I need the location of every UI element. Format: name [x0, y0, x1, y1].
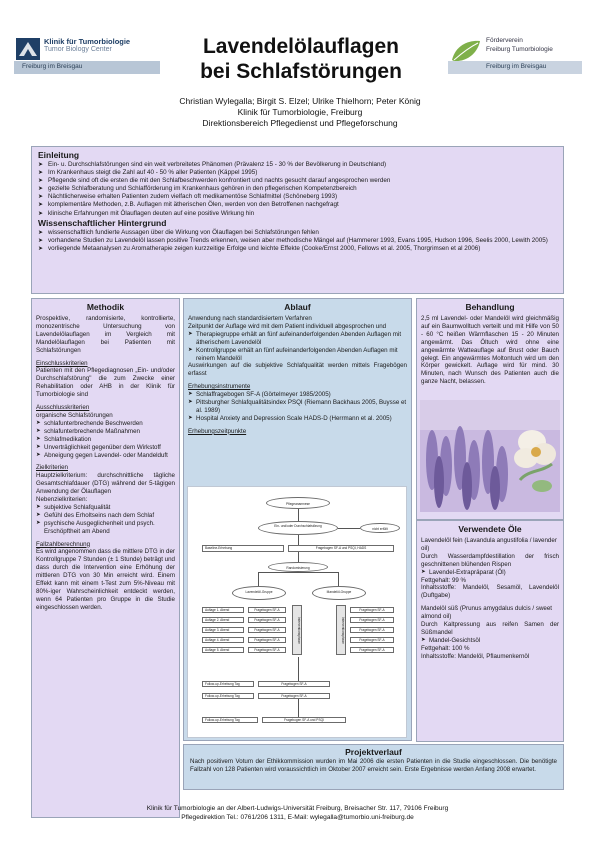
flow-day-2: Auflage 2. Abend [202, 617, 244, 623]
list-item: ➤ subjektive Schlafqualität [36, 504, 175, 512]
flow-followup-2-questionnaire: Fragebogen SF-A [258, 693, 330, 699]
list-item: ➤ Unverträglichkeit gegenüber dem Wirkstoff [36, 444, 175, 452]
flow-day-questionnaire: Fragebogen SF-A [350, 607, 394, 613]
list-item: ➤ vorhandene Studien zu Lavendelöl lassen positive Trends erkennen, weisen aber methodische Mängel auf (Hammerer 1993, Evans 1995, Hudson 1996, Seelis 2000, Lewith 2005) [38, 237, 557, 245]
projekt-text: Nach positivem Votum der Ethikkommission wurden im Mai 2006 die ersten Patienten in die Studie eingeschlossen. Die benötigte Fallzahl von 128 Patienten wird voraussichtlich im Oktober 2007 erreicht sein. Erste Ergebnisse werden Anfang 2008 erwartet. [190, 758, 557, 773]
list-item: ➤ psychische Ausgeglichenheit und psych. Erschöpftheit am Abend [36, 520, 175, 536]
lavender-oil-name: Lavendelöl fein (Lavandula angustifolia / lavender oil) [421, 537, 557, 552]
flow-baseline-label: Baseline-Erhebung [202, 545, 284, 552]
flow-screening: Ein- und/oder Durchschlafstörung [258, 521, 338, 535]
secondary-heading: Nebenzielkriterien: [36, 496, 88, 504]
flow-day-questionnaire: Fragebogen SF-A [350, 647, 394, 653]
background-heading: Wissenschaftlicher Hintergrund [38, 217, 167, 228]
department: Direktionsbereich Pflegedienst und Pflegeforschung [202, 118, 398, 128]
flow-day-questionnaire: Fragebogen SF-A [248, 647, 286, 653]
lavender-oil-fat: Fettgehalt: 99 % [421, 576, 467, 584]
flow-day-4: Auflage 4. Abend [202, 637, 244, 643]
list-item: ➤ Pflegende sind oft die ersten die mit den Schlafbeschwerden konfrontiert und nachts gesucht darauf angesprochen werden [38, 177, 557, 185]
flow-almond-group: Mandelöl-Gruppe [312, 586, 366, 600]
list-item: ➤ Abneigung gegen Lavendel- oder Mandelduft [36, 452, 175, 460]
instruments-list [188, 391, 407, 423]
flow-day-questionnaire: Fragebogen SF-A [248, 617, 286, 623]
exclusion-list [36, 420, 175, 460]
oele-box [416, 520, 564, 742]
flow-day-3: Auflage 3. Abend [202, 627, 244, 633]
instruments-heading: Erhebungsinstrumente [188, 383, 251, 391]
methodik-box [31, 298, 180, 818]
list-item: ➤ komplementäre Methoden, z.B. Auflagen mit ätherischen Ölen, werden von den Betroffenen nachgefragt [38, 201, 557, 209]
almond-oil-list [421, 637, 559, 645]
footer-contact: Pflegedirektion Tel.: 0761/206 1311, E-Mail: wylegalla@tumorbio.uni-freiburg.de [181, 814, 414, 821]
ablauf-p1: Anwendung nach standardisiertem Verfahren [188, 315, 312, 322]
flow-anamnesis: Pflegeanamnese [266, 497, 330, 509]
list-item: ➤ vorliegende Metaanalysen zu Aromatherapie zeigen kurzzeitige Erfolge und leichte Effekte (Cooke/Ernst 2000, Fellows et al. 2005, Thorgrimsen et al 2006) [38, 245, 557, 253]
flow-day-questionnaire: Fragebogen SF-A [248, 627, 286, 633]
list-item: ➤ Mandel-Gesichtsöl [421, 637, 559, 645]
author-block [120, 96, 480, 129]
flow-followup-2-label: Follow-up-Erhebung Tag [202, 693, 254, 699]
background-list [38, 229, 557, 253]
ablauf-heading: Ablauf [284, 302, 311, 312]
flow-phase-right: Interventionsphase [336, 605, 346, 655]
foerderverein-bar [448, 61, 582, 74]
target-text: Hauptzielkriterium: durchschnittliche tägliche Gesamtschlafdauer (DTG) während der 5-tägigen Anwendung der Ölauflagen [36, 472, 175, 496]
inclusion-text: Patienten mit den Pflegediagnosen „Ein- und/oder Durchschlafstörung" die zum Zwecke einer Rehabilitation oder AHB in der Klinik für Tumorbiologie sind [36, 367, 175, 399]
clinic-logo-line1: Klinik für Tumorbiologie [44, 37, 131, 46]
institution: Klinik für Tumorbiologie, Freiburg [237, 107, 363, 117]
lavender-oil-process: Durch Wasserdampfdestillation der frisch geschnittenen blühenden Rispen [421, 552, 559, 568]
flow-day-questionnaire: Fragebogen SF-A [350, 627, 394, 633]
clinic-logo [14, 36, 160, 76]
flow-followup-1-label: Follow-up-Erhebung Tag [202, 681, 254, 687]
clinic-logo-bar [14, 61, 160, 74]
flow-baseline-questionnaire: Fragebogen SF-A und PSQI, HADS [288, 545, 394, 552]
timepoints-heading: Erhebungszeitpunkte [188, 427, 247, 435]
title-line2: bei Schlafstörungen [200, 60, 402, 83]
methodik-heading: Methodik [86, 302, 125, 312]
foerderverein-line2: Freiburg Tumorbiologie [486, 46, 553, 53]
flow-day-questionnaire: Fragebogen SF-A [350, 637, 394, 643]
behandlung-heading: Behandlung [465, 302, 515, 312]
samplesize-heading: Fallzahlberechnung [36, 540, 91, 548]
flow-day-5: Auflage 5. Abend [202, 647, 244, 653]
list-item: ➤ Pittsburgher Schlafqualitätsindex PSQI (Riemann Backhaus 2005, Buysse et al. 1989) [188, 399, 407, 415]
flow-phase-left: Interventionsphase [292, 605, 302, 655]
ablauf-p2: Zeitpunkt der Auflage wird mit dem Patient individuell abgesprochen und [188, 322, 387, 330]
ablauf-p3: Auswirkungen auf die subjektive Schlafqualität werden mittels Fragebögen erfasst [188, 362, 407, 378]
flow-followup-3-questionnaire: Fragebogen SF-A und PSQI [262, 717, 346, 723]
lavender-photo [420, 400, 560, 512]
flow-followup-3-label: Follow-up-Erhebung Tag [202, 717, 258, 723]
flow-lavender-group: Lavendelöl-Gruppe [232, 586, 286, 600]
list-item: ➤ wissenschaftlich fundierte Aussagen über die Wirkung von Ölauflagen bei Schlafstörungen fehlen [38, 229, 557, 237]
list-item: ➤ Therapiegruppe erhält an fünf aufeinanderfolgenden Abenden Auflagen mit ätherischem Lavendelöl [188, 331, 407, 347]
title-line1: Lavendelölauflagen [202, 35, 400, 58]
lavender-oil-ingredients: Inhaltsstoffe: Mandelöl, Sesamöl, Lavendelöl (Duftgabe) [421, 584, 559, 600]
authors: Christian Wylegalla; Birgit S. Elzel; Ulrike Thielhorn; Peter König [179, 96, 421, 106]
flow-day-questionnaire: Fragebogen SF-A [248, 637, 286, 643]
clinic-logo-bar-text: Freiburg im Breisgau [22, 63, 83, 70]
flow-day-questionnaire: Fragebogen SF-A [350, 617, 394, 623]
flow-randomisation: Randomisierung [268, 562, 328, 572]
almond-oil-name: Mandelöl süß (Prunus amygdalus dulcis / sweet almond oil) [421, 605, 553, 621]
foerderverein-line1: Förderverein [486, 37, 523, 44]
lavender-oil-list [421, 569, 559, 577]
oele-heading: Verwendete Öle [458, 524, 522, 534]
secondary-list [36, 504, 175, 536]
almond-oil-process: Durch Kaltpressung aus reifen Samen der Süßmandel [421, 621, 559, 636]
flow-followup-1-questionnaire: Fragebogen SF-A [258, 681, 330, 687]
list-item: ➤ Lavendel-Extrapräparat (Öl) [421, 569, 559, 577]
list-item: ➤ schlafunterbrechende Maßnahmen [36, 428, 175, 436]
list-item: ➤ Gefühl des Erholtseins nach dem Schlaf [36, 512, 175, 520]
footer-address: Klinik für Tumorbiologie an der Albert-Ludwigs-Universität Freiburg, Breisacher Str. 117, 79106 Freiburg [146, 805, 449, 812]
list-item: ➤ Im Krankenhaus steigt die Zahl auf 40 - 50 % aller Patienten (Käppel 1995) [38, 169, 557, 177]
list-item: ➤ Kontrollgruppe erhält an fünf aufeinanderfolgenden Abenden Auflagen mit reinem Mandelöl [188, 347, 407, 363]
poster-title [160, 34, 442, 84]
exclusion-heading: Ausschlusskriterien [36, 404, 90, 412]
flow-day-1: Auflage 1. Abend [202, 607, 244, 613]
flow-day-questionnaire: Fragebogen SF-A [248, 607, 286, 613]
foerderverein-bar-text: Freiburg im Breisgau [486, 63, 547, 70]
projekt-box [183, 744, 564, 790]
list-item: ➤ gezielte Schlafberatung und Schlafförderung im Krankenhaus gehören in den pflegerischen Kompetenzbereich [38, 185, 557, 193]
almond-oil-ingredients: Inhaltsstoffe: Mandelöl, Pflaumenkernöl [421, 652, 530, 660]
samplesize-text: Es wird angenommen dass die mittlere DTG in der Kontrollgruppe 7 Stunden (± 1 Stunde) beträgt und dass durch die Intervention eine Erhöhung der mittleren DTG von 30 Min erreicht wird. Einem Effekt kann mit einem t-Test zum 5%-Niveau mit 80%-iger Wahrscheinlichkeit entdeckt werden, wenn 64 Patienten pro Gruppe in die Studie eingeschlossen werden. [36, 548, 175, 611]
ablauf-groups-list [188, 331, 407, 363]
poster-footer [0, 804, 595, 822]
intro-box [31, 146, 564, 294]
target-heading: Zielkriterien [36, 464, 68, 472]
list-item: ➤ klinische Erfahrungen mit Ölauflagen deuten auf eine positive Wirkung hin [38, 210, 557, 218]
list-item: ➤ schlafunterbrechende Beschwerden [36, 420, 175, 428]
behandlung-text: 2,5 ml Lavendel- oder Mandelöl wird gleichmäßig auf ein Baumwolltuch verteilt und mit Hilfe von 50 - 60 °C heißen Wärmflaschen 15 - 20 Minuten angewärmt. Das Öltuch wird ohne eine angewärmte Watteauflage auf Brust oder Bauch gelegt. Ein angewärmtes Moltontuch wird um den Körper gewickelt. Auflage wird für mind. 30 Minuten, nach Wunsch des Patienten auch die ganze Nacht, belassen. [421, 315, 559, 386]
intro-list [38, 161, 557, 218]
foerderverein-logo [448, 36, 582, 76]
clinic-mark-icon [16, 38, 40, 60]
methodik-intro: Prospektive, randomisierte, kontrollierte, monozentrische Untersuchung von Lavendelölauflagen im Vergleich mit Mandelölauflagen bei Patienten mit Schlafstörungen [36, 315, 175, 354]
list-item: ➤ Schlaffragebogen SF-A (Görtelmeyer 1985/2005) [188, 391, 407, 399]
inclusion-heading: Einschlusskriterien [36, 359, 88, 367]
almond-oil-fat: Fettgehalt: 100 % [421, 644, 470, 652]
list-item: ➤ Nächtlicherweise erhalten Patienten zudem vielfach oft medikamentöse Schlafmittel (Schöneberg 1993) [38, 193, 557, 201]
list-item: ➤ Ein- u. Durchschlafstörungen sind ein weit verbreitetes Phänomen (Prävalenz 15 - 30 % der Bevölkerung in Deutschland) [38, 161, 557, 169]
list-item: ➤ Hospital Anxiety and Depression Scale HADS-D (Herrmann et al. 2005) [188, 415, 407, 423]
flow-excluded: nicht erfüllt [360, 523, 400, 533]
clinic-logo-line2: Tumor Biology Center [44, 46, 112, 53]
poster-header [0, 0, 595, 142]
intro-heading: Einleitung [38, 150, 80, 160]
projekt-heading: Projektverlauf [345, 747, 402, 757]
exclusion-subtitle: organische Schlafstörungen [36, 411, 113, 419]
study-flowchart [187, 486, 407, 738]
list-item: ➤ Schlafmedikation [36, 436, 175, 444]
